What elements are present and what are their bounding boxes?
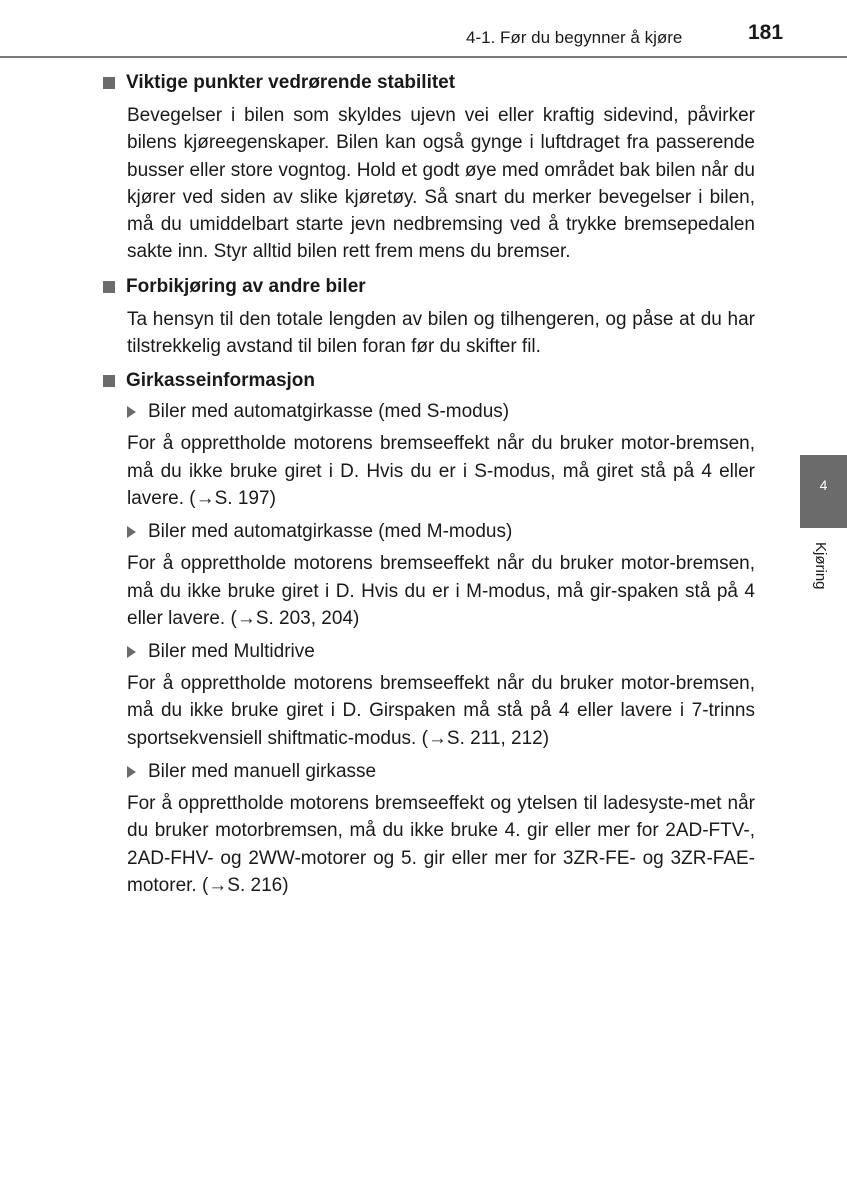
- sub-item-manual: [127, 758, 755, 786]
- sub-item-label: Biler med automatgirkasse (med M-modus): [148, 521, 513, 543]
- triangle-bullet-icon: [127, 406, 136, 418]
- heading-text: Viktige punkter vedrørende stabilitet: [126, 72, 456, 93]
- sub-item-multidrive: [127, 638, 755, 666]
- triangle-bullet-icon: [127, 766, 136, 778]
- sub-item-m-mode: [127, 518, 755, 546]
- heading-text: Forbikjøring av andre biler: [126, 275, 366, 297]
- section-title: 4-1. Før du begynner å kjøre: [466, 28, 683, 47]
- page-header: [0, 0, 847, 58]
- square-bullet-icon: [103, 375, 115, 387]
- sub-item-label: Biler med manuell girkasse: [148, 761, 377, 783]
- header-rule: [0, 56, 847, 58]
- triangle-bullet-icon: [127, 646, 136, 658]
- sub-item-label: Biler med Multidrive: [148, 641, 315, 663]
- section-heading-gearbox: [103, 366, 755, 396]
- section-heading-stability: [103, 68, 755, 98]
- square-bullet-icon: [103, 281, 115, 293]
- paragraph-manual: For å opprettholde motorens bremseeffekt og ytelsen til ladesyste-met når du bruker motorbremsen, må du ikke bruke 4. gir eller mer for 2AD-FTV-, 2AD-FHV- og 2WW-motorer og 5. gir eller mer for 3ZR-FE- og 3ZR-FAE-motorer. (→S. 216): [127, 793, 755, 896]
- paragraph-multidrive: For å opprettholde motorens bremseeffekt når du bruker motor-bremsen, må du ikke bruke giret i D. Girspaken må stå på 4 eller lavere i 7-trinns sportsekvensiell shiftmatic-modus. (→S. 211, 212): [127, 673, 755, 749]
- paragraph-overtaking: Ta hensyn til den totale lengden av bilen og tilhengeren, og påse at du har tilstrekkelig avstand til bilen foran før du skifter fil.: [127, 308, 755, 358]
- sub-item-s-mode: [127, 398, 755, 426]
- paragraph-s-mode: For å opprettholde motorens bremseeffekt når du bruker motor-bremsen, må du ikke bruke giret i D. Hvis du er i S-modus, må giret stå på 4 eller lavere. (→S. 197): [127, 433, 755, 509]
- triangle-bullet-icon: [127, 526, 136, 538]
- heading-text: Girkasseinformasjon: [126, 370, 316, 392]
- square-bullet-icon: [103, 77, 115, 89]
- section-heading-overtaking: [103, 272, 755, 302]
- page-content: [103, 66, 755, 905]
- paragraph-m-mode: For å opprettholde motorens bremseeffekt når du bruker motor-bremsen, må du ikke bruke giret i D. Hvis du er i M-modus, må gir-spaken stå på 4 eller lavere. (→S. 203, 204): [127, 553, 755, 629]
- chapter-label: Kjøring: [812, 542, 829, 590]
- page-number: 181: [748, 21, 784, 44]
- chapter-tab: [800, 455, 847, 528]
- sub-item-label: Biler med automatgirkasse (med S-modus): [148, 401, 510, 423]
- chapter-number: 4: [819, 477, 828, 493]
- paragraph-stability: Bevegelser i bilen som skyldes ujevn vei eller kraftig sidevind, påvirker bilens kjøreegenskaper. Bilen kan også gynge i luftdraget fra passerende busser eller store vogntog. Hold et godt øye med området bak bilen når du kjører ved siden av slike kjøretøy. Så snart du merker bevegelser i bilen, må du umiddelbart starte jevn nedbremsing ved å trykke bremsepedalen sakte inn. Styr alltid bilen rett frem mens du bremser.: [127, 105, 755, 263]
